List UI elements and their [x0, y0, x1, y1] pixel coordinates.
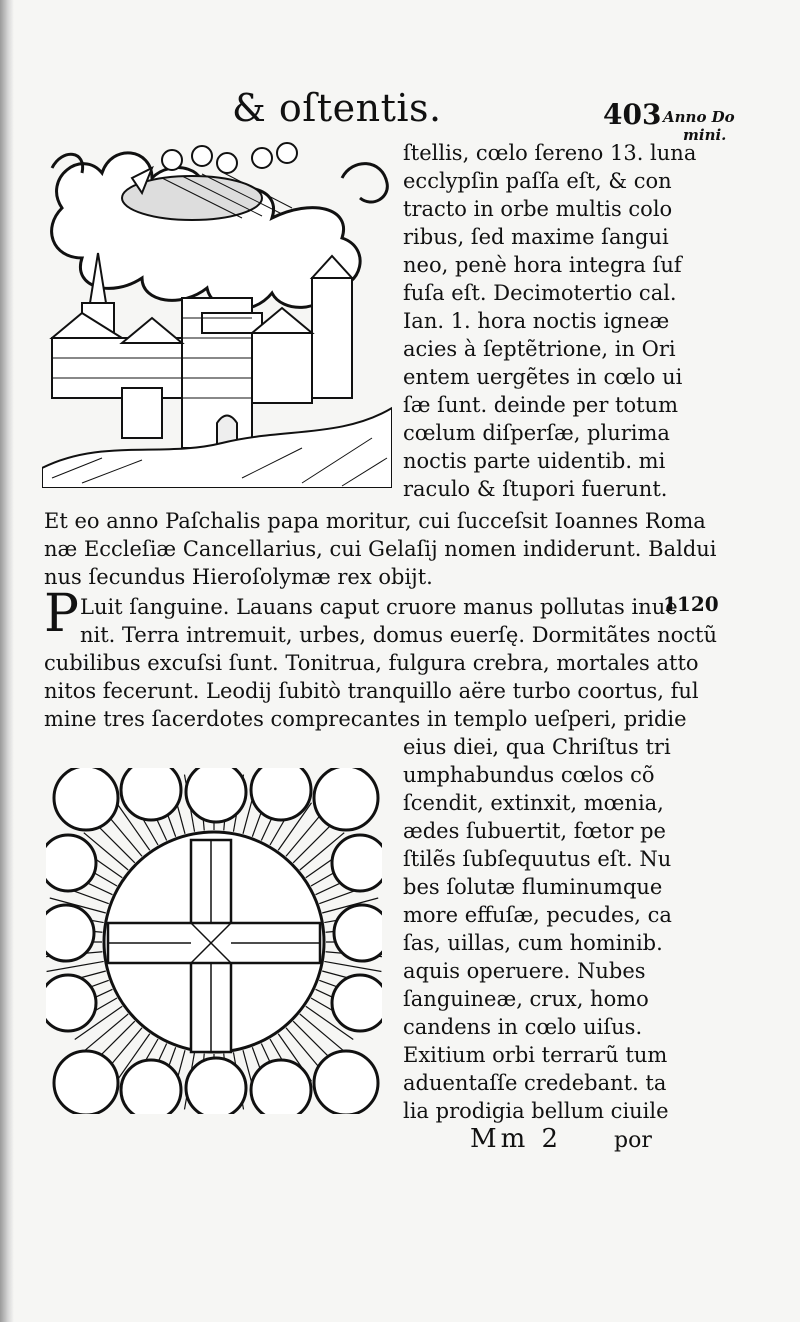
text-line: bes ſolutæ fluminumque — [403, 875, 663, 899]
text-line: Luit ſanguine. Lauans caput cruore manus pollutas inue — [80, 595, 678, 619]
text-line: lia prodigia bellum ciuile — [403, 1099, 669, 1123]
text-line: aquis operuere. Nubes — [403, 959, 646, 983]
text-line: candens in cœlo uiſus. — [403, 1015, 643, 1039]
text-line: ſcendit, extinxit, mœnia, — [403, 791, 664, 815]
text-line: ſas, uillas, cum hominib. — [403, 931, 663, 955]
woodcut-riders-over-town — [42, 138, 392, 488]
text-line: acies à ſeptẽtrione, in Ori — [403, 337, 676, 361]
text-line: noctis parte uidentib. mi — [403, 449, 666, 473]
text-line: ſanguineæ, crux, homo — [403, 987, 649, 1011]
text-line: næ Eccleſiæ Cancellarius, cui Gelaſij nomen indiderunt. Baldui — [44, 537, 717, 561]
text-line: cubilibus excuſsi ſunt. Tonitrua, fulgura crebra, mortales atto — [44, 651, 699, 675]
margin-note-line-1: Anno Do — [663, 108, 735, 126]
text-line: ribus, ſed maxime ſangui — [403, 225, 669, 249]
text-line: umphabundus cœlos cõ — [403, 763, 655, 787]
text-line: cœlum diſperſæ, plurima — [403, 421, 670, 445]
signature-mark: Mm 2 — [470, 1124, 563, 1154]
margin-note-anno-domini — [663, 108, 773, 144]
text-line: ſtellis, cœlo ſereno 13. luna — [403, 141, 697, 165]
text-line: fuſa eſt. Decimotertio cal. — [403, 281, 677, 305]
running-head-title: & oſtentis. — [232, 86, 442, 130]
text-line: nus ſecundus Hieroſolymæ rex obijt. — [44, 565, 433, 589]
text-line: mine tres ſacerdotes comprecantes in templo ueſperi, pridie — [44, 707, 687, 731]
text-line: ædes ſubuertit, fœtor pe — [403, 819, 666, 843]
text-line: Et eo anno Paſchalis papa moritur, cui ſucceſsit Ioannes Roma — [44, 509, 706, 533]
binding-shadow — [0, 0, 14, 1322]
text-line: eius diei, qua Chriſtus tri — [403, 735, 671, 759]
text-line: more effuſæ, pecudes, ca — [403, 903, 672, 927]
text-line: neo, penè hora integra ſuf — [403, 253, 682, 277]
woodcut-cross-in-clouds — [46, 768, 382, 1114]
text-line: nit. Terra intremuit, urbes, domus euerſę. Dormitãtes noctũ — [80, 623, 718, 647]
margin-note-line-2: mini. — [683, 126, 727, 144]
text-line: entem uergẽtes in cœlo ui — [403, 365, 683, 389]
text-line: aduentaſſe credebant. ta — [403, 1071, 667, 1095]
text-line: Ian. 1. hora noctis igneæ — [403, 309, 670, 333]
text-line: Exitium orbi terrarũ tum — [403, 1043, 668, 1067]
drop-cap: P — [44, 584, 79, 644]
page-number: 403 — [603, 98, 662, 131]
text-line: ſæ ſunt. deinde per totum — [403, 393, 678, 417]
catchword: por — [614, 1128, 652, 1153]
text-line: ecclypſin paſſa eſt, & con — [403, 169, 672, 193]
text-line: nitos fecerunt. Leodij ſubitò tranquillo aëre turbo coortus, ful — [44, 679, 699, 703]
margin-year-1120: 1120 — [663, 592, 719, 616]
text-line: raculo & ſtupori fuerunt. — [403, 477, 668, 501]
text-line: ſtilẽs ſubſequutus eſt. Nu — [403, 847, 672, 871]
text-line: tracto in orbe multis colo — [403, 197, 673, 221]
